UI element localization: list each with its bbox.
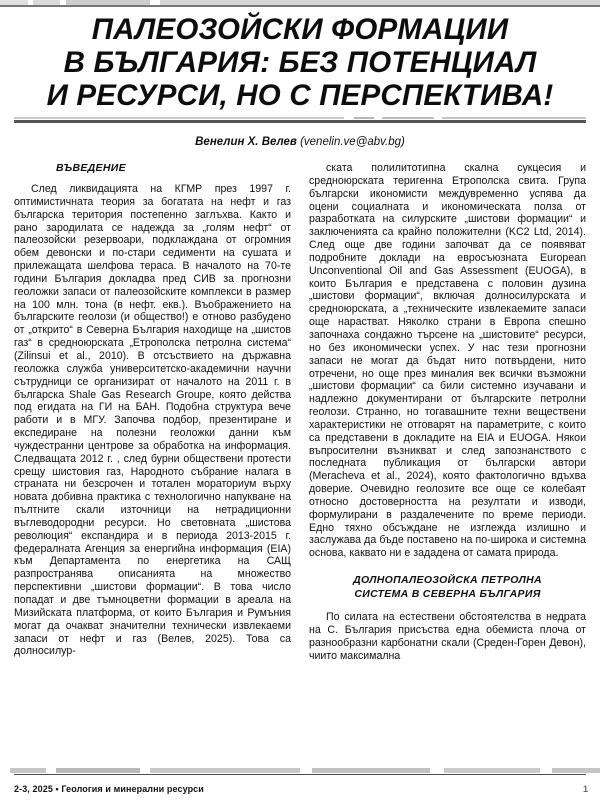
title-divider <box>14 120 586 123</box>
section-heading-introduction: ВЪВЕДЕНИЕ <box>56 162 126 174</box>
body-columns <box>14 162 586 663</box>
left-column <box>14 162 291 658</box>
article-title-line-2: В БЪЛГАРИЯ: БЕЗ ПОТЕНЦИАЛ <box>63 46 537 79</box>
footer-journal-info: 2-3, 2025 • Геология и минерални ресурси <box>14 784 204 794</box>
article-title <box>14 0 586 112</box>
author-byline <box>14 135 586 149</box>
section-heading-line-1: ДОЛНОПАЛЕОЗОЙСКА ПЕТРОЛНА <box>353 574 542 587</box>
article-title-line-3: И РЕСУРСИ, НО С ПЕРСПЕКТИВА! <box>46 79 554 112</box>
scan-artifact-bottom <box>0 768 600 773</box>
author-name: Венелин Х. Велев <box>195 136 297 148</box>
section-heading-lower-paleozoic-petroleum-system <box>309 574 586 601</box>
footer-divider <box>14 774 586 776</box>
footer-page-number: 1 <box>582 784 588 794</box>
page-footer <box>14 784 590 794</box>
scan-artifact-top <box>0 0 600 7</box>
paragraph: След ликвидацията на КГМР през 1997 г. оптимистичната теория за богатата на нефт и газ българска територия постепенно заглъхва. Както и рано зародилата се надежда за „голям нефт“ от палеозойски резервоари, подклаждана от огромния обем девонски и по-стари седименти на сушата и прилежащата шелфова тераса. В началото на 70-те години България докладва пред СИВ за прогнозни геоложки запаси от палеозойските комплекси в размер на 100 млн. тона (в нефт. екв.). Въображението на българските геолози (и общество!) е отново разбудено от „открито“ в Северна България находище на „шистов газ“ в средноюрската „Етрополска петролна система“ (Zilinsui et al., 2010). В отсъствието на държавна геоложка служба университетско-академични научни сътрудници се организират от началото на 2011 г. в българска Shale Gas Research Groupe, която действа под егидата на ГИ на БАН. Подобна структура вече работи и в МГУ. Започва подбор, презентиране и експедиране на полезни геоложки данни към чуждестранни центрове за обработка на информация. Следващата 2012 г. , след бурни обществени протести срещу шистовия газ, Народното събрание налага в страната ни безсрочен и тотален мораториум върху новата добивна практика с технологично напукване на пълтните скали източници на нетрадиционни въглеводородни ресурси. Но световната „шистова революция“ експандира и в периода 2013-2015 г. федералната Агенция за енергийна информация (EIA) към Департамента по енергетика на САЩ разпространява описанията на множество перспективни „шистови формации“. В това число попадат и две тъмноцветни формации в ареала на Мизийската платформа, от които България и Румъния могат да очакват значителни технически извлекаеми запаси от нефт и газ (Велев, 2025). Това са долносилур- <box>14 183 291 658</box>
paragraph: По силата на естествени обстоятелства в недрата на С. България присъства една обемиста плоча от разнообразни карбонатни скали (Среден-Горен Девон), чиито максимална <box>309 611 586 662</box>
right-column <box>309 162 586 663</box>
article-title-line-1: ПАЛЕОЗОЙСКИ ФОРМАЦИИ <box>91 13 509 46</box>
author-email: (venelin.ve@abv.bg) <box>300 136 405 148</box>
paragraph: ската полилитотипна скална сукцесия и средноюрската теригенна Етрополска свита. Група български икономисти междувременно успява да оцени социалната и икономическата полза от разработката на силурските „шистови формации“ и заключенията са крайно положителни (KC2 Ltd, 2014). След още две години започват да се появяват подробните доклади на евросъюзната European Unconventional Oil and Gas Assessment (EUOGA), в които България е представена с половин дузина „шистови формации“, включая долносилурската и средноюрската, а „техническите извлекаемите запаси още нарастват. Няколко страни в Европа спешно започнаха сондажно търсене на „шистовите“ ресурси, но без икономически успех. У нас тези прогнозни запаси не могат да бъдат нито потвърдени, нито отречени, но още през миналия век всички възможни „шистови формации“ са били системно изучавани и надлежно документирани от българските петролни геолози. Странно, но тогавашните техни веществени характеристики не отговарят на параметрите, с които са представени в докладите на EIA и EUOGA. Някои въпросителни възникват и след запознанството с последната публикация от български автори (Meracheva et al., 2024), която фактологично вдъхва доверие. Очевидно геолозите все още се колебаят относно достоверността на резултати и изводи, формулирани в раздалечените по време периоди. Едно тяхно обсъждане не изглежда излишно и заслужава да бъде поставено на по-широка и системна основа, каквато ни е зададена от самата природа. <box>309 162 586 560</box>
section-heading-line-2: СИСТЕМА В СЕВЕРНА БЪЛГАРИЯ <box>354 587 541 600</box>
